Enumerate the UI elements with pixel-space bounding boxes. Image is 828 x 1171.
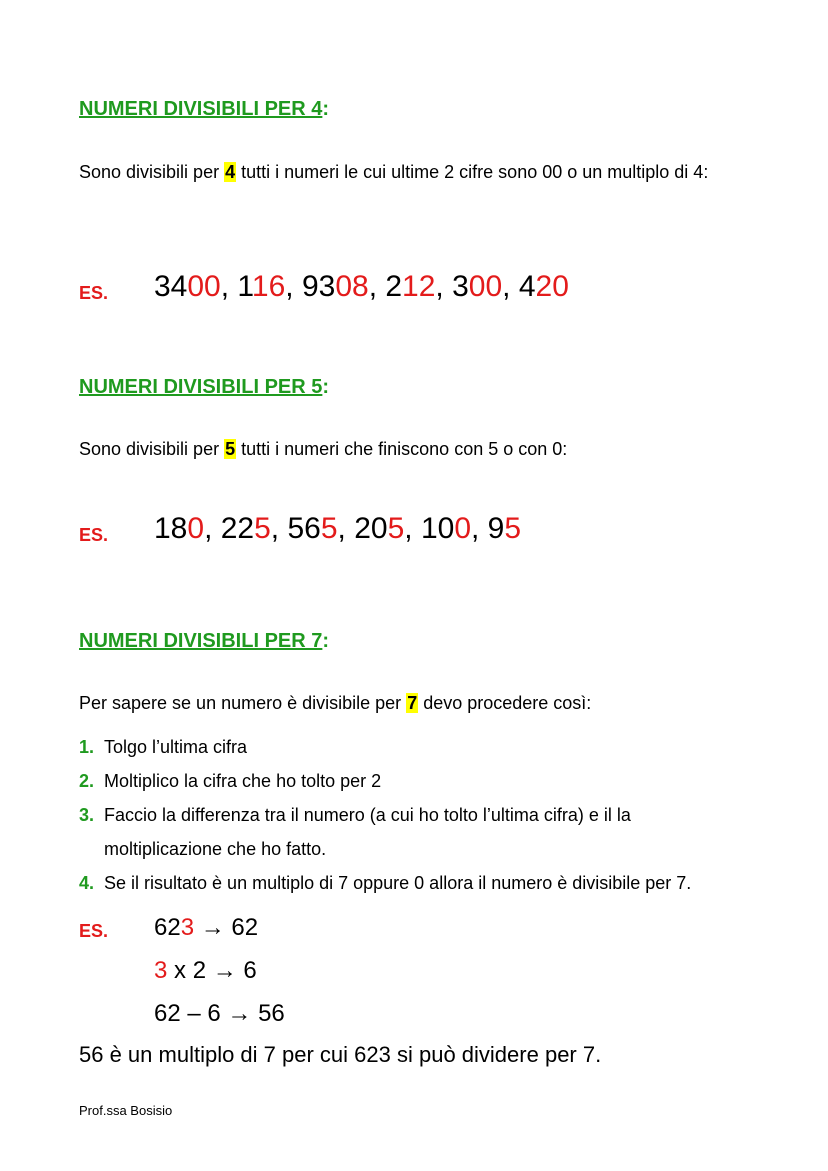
example-number: 420 <box>518 270 569 303</box>
example-number: 100 <box>420 512 471 545</box>
heading-div7: NUMERI DIVISIBILI PER 7: <box>79 630 330 652</box>
example-number: 116 <box>237 270 286 303</box>
example-number: 180 <box>154 512 205 545</box>
list-item: 2. Moltiplico la cifra che ho tolto per 2 <box>79 771 382 791</box>
heading-div5: NUMERI DIVISIBILI PER 5: <box>79 376 330 398</box>
conclusion: 56 è un multiplo di 7 per cui 623 si può dividere per 7. <box>79 1042 602 1067</box>
steps-list <box>79 730 759 900</box>
highlight-4: 4 <box>225 162 236 182</box>
paragraph-div4: Sono divisibili per 4 tutti i numeri le cui ultime 2 cifre sono 00 o un multiplo di 4: <box>79 162 709 182</box>
examples-div5: 180, 225, 565, 205, 100, 95 <box>154 512 522 545</box>
heading-div4: NUMERI DIVISIBILI PER 4: <box>79 98 330 120</box>
example-number: 565 <box>287 512 338 545</box>
es-label-div7: ES. <box>79 921 109 941</box>
list-item: 3. Faccio la differenza tra il numero (a cui ho tolto l’ultima cifra) e il la moltiplicazione che ho fatto. <box>79 805 631 859</box>
example-number: 300 <box>452 270 503 303</box>
footer-author: Prof.ssa Bosisio <box>79 1103 173 1118</box>
example-number: 95 <box>487 512 522 545</box>
example-number: 9308 <box>301 270 369 303</box>
list-item: 1. Tolgo l’ultima cifra <box>79 737 248 757</box>
calc-step-3: 62 – 6 → 56 <box>154 1000 285 1027</box>
highlight-7: 7 <box>407 693 418 713</box>
paragraph-div5: Sono divisibili per 5 tutti i numeri che finiscono con 5 o con 0: <box>79 439 568 459</box>
example-number: 225 <box>220 512 271 545</box>
calc-step-2: 3 x 2 → 6 <box>154 957 257 984</box>
example-number: 205 <box>354 512 405 545</box>
list-item: 4. Se il risultato è un multiplo di 7 oppure 0 allora il numero è divisibile per 7. <box>79 873 692 893</box>
examples-div4: 3400, 116, 9308, 212, 300, 420 <box>154 270 569 303</box>
highlight-5: 5 <box>225 439 236 459</box>
calc-step-1: 623 → 62 <box>154 914 259 941</box>
example-number: 3400 <box>154 270 221 303</box>
paragraph-div7: Per sapere se un numero è divisibile per 7 devo procedere così: <box>79 693 592 713</box>
es-label-div5: ES. <box>79 525 109 545</box>
example-number: 212 <box>385 270 436 303</box>
es-label-div4: ES. <box>79 283 109 303</box>
